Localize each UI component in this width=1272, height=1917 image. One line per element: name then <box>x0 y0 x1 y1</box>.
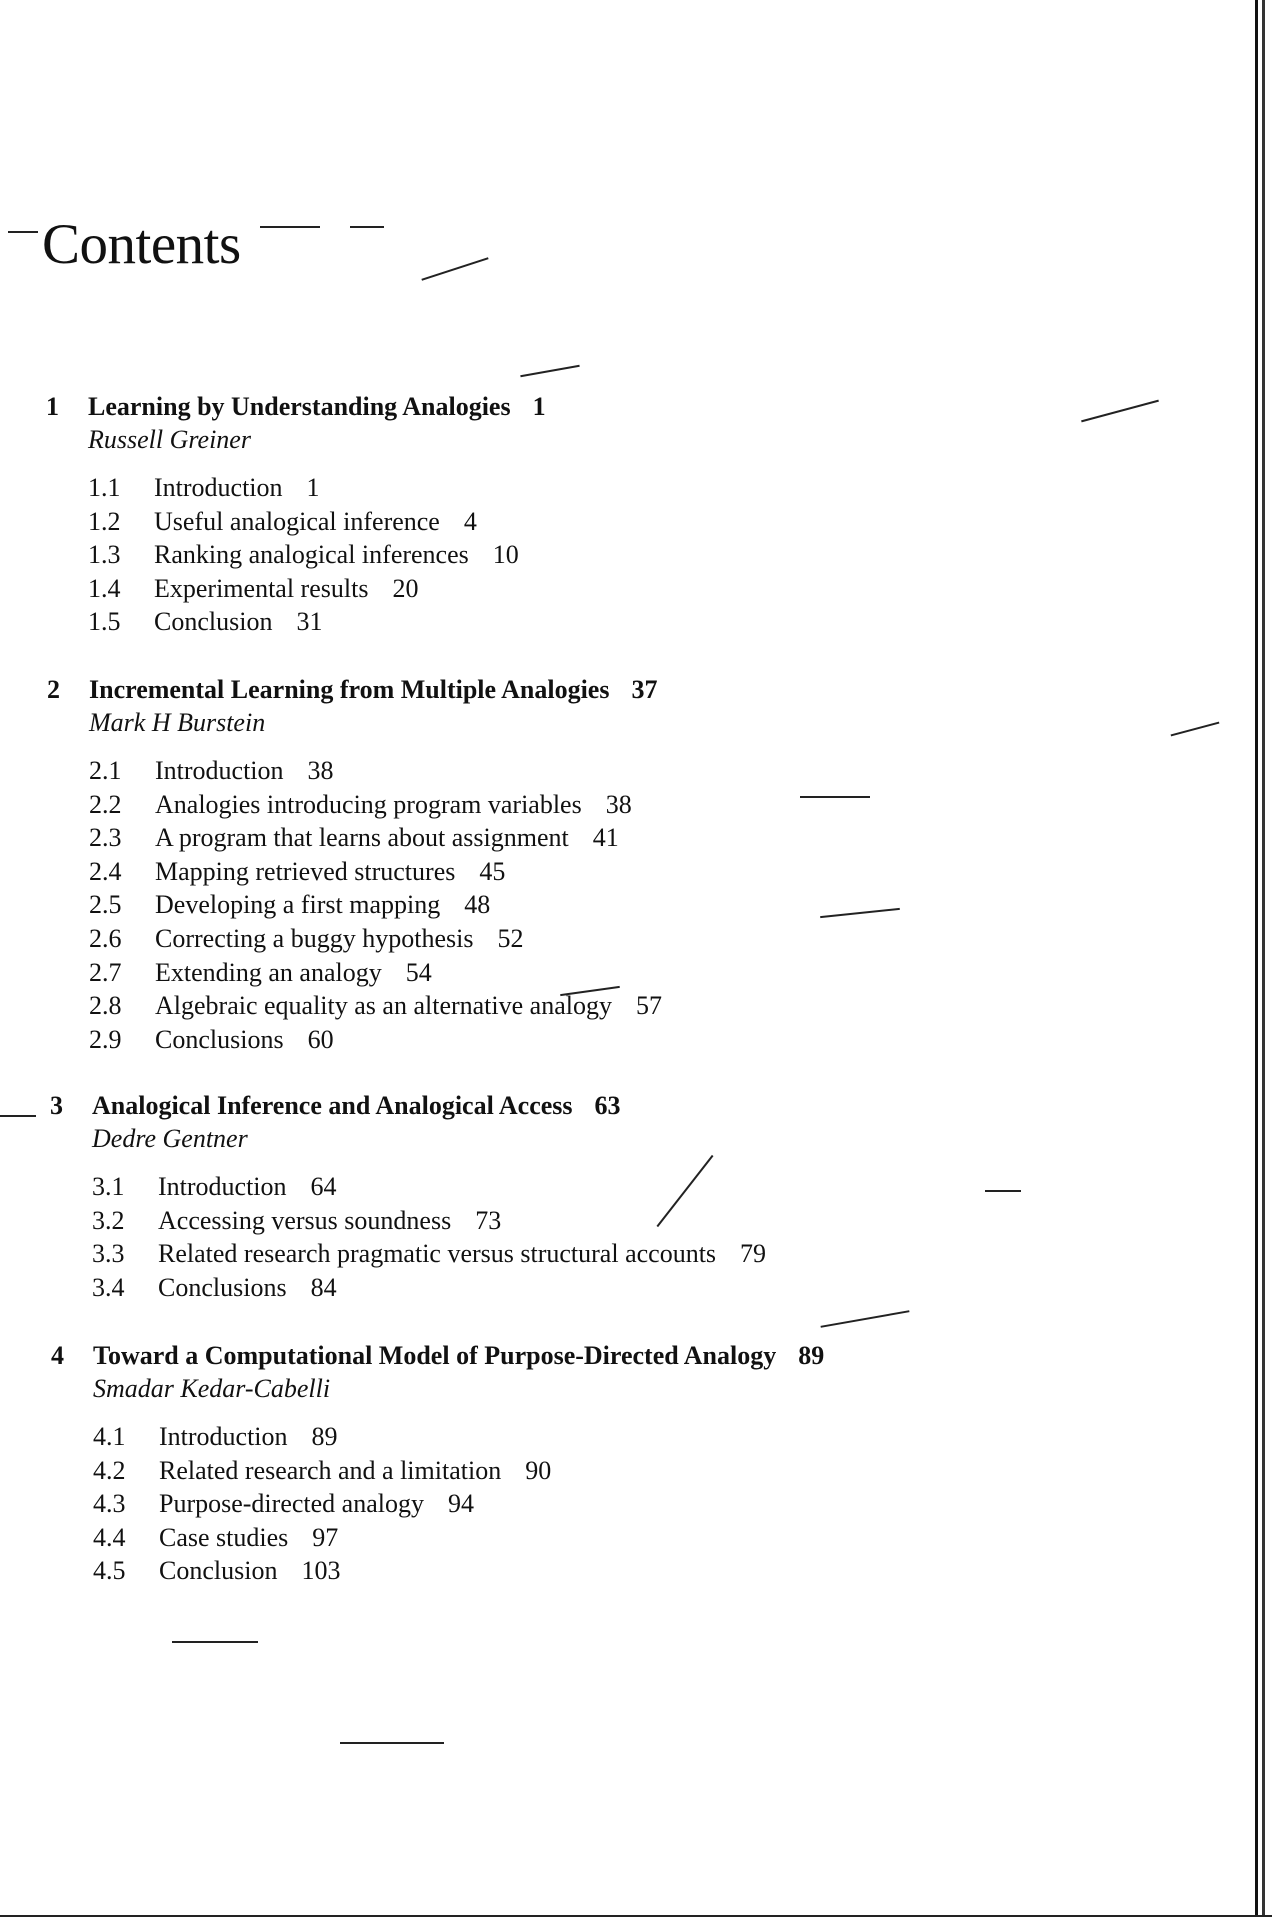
section-entry <box>92 1237 1200 1271</box>
section-number: 1.5 <box>88 607 121 637</box>
section-title: Conclusion <box>154 607 273 637</box>
section-entry <box>93 1487 1201 1521</box>
section-entry <box>92 1170 1200 1204</box>
scan-speck <box>800 796 870 798</box>
section-number: 3.4 <box>92 1272 125 1302</box>
section-page-number: 41 <box>592 823 619 853</box>
scan-speck <box>260 226 320 228</box>
section-entry <box>89 855 1197 889</box>
scan-speck <box>0 1115 36 1117</box>
chapter-heading <box>47 674 1197 706</box>
scan-speck <box>520 365 579 377</box>
section-page-number: 64 <box>310 1172 337 1201</box>
chapter-title: Incremental Learning from Multiple Analogies <box>89 675 610 704</box>
section-list <box>50 1170 1200 1304</box>
section-page-number: 10 <box>492 540 519 570</box>
section-title: Introduction <box>154 473 283 502</box>
section-title: Related research pragmatic versus structural accounts <box>158 1239 717 1269</box>
section-title: Introduction <box>159 1422 288 1451</box>
section-entry <box>88 538 1196 572</box>
chapter-page-number: 63 <box>594 1091 621 1120</box>
section-number: 2.2 <box>89 789 122 819</box>
chapter-heading <box>51 1340 1201 1372</box>
section-title: Conclusions <box>155 1024 284 1054</box>
section-title: Mapping retrieved structures <box>155 856 456 886</box>
section-page-number: 79 <box>740 1239 767 1269</box>
section-page-number: 90 <box>525 1455 552 1485</box>
section-page-number: 48 <box>464 890 491 920</box>
section-entry <box>88 471 1196 505</box>
section-number: 2.8 <box>89 991 122 1021</box>
chapter-page-number: 89 <box>798 1341 825 1370</box>
chapter-title: Analogical Inference and Analogical Access <box>92 1091 573 1120</box>
chapter-title: Learning by Understanding Analogies <box>88 392 511 421</box>
section-entry <box>92 1204 1200 1238</box>
section-entry <box>89 1023 1197 1057</box>
page-right-edge <box>1255 0 1272 1917</box>
scan-speck <box>8 231 38 233</box>
scan-speck <box>421 257 488 281</box>
chapter-author: Dedre Gentner <box>92 1124 248 1153</box>
section-title: Developing a first mapping <box>155 890 441 920</box>
page-title: Contents <box>42 213 241 277</box>
section-number: 1.2 <box>88 506 121 536</box>
section-number: 4.3 <box>93 1489 126 1519</box>
section-entry <box>88 605 1196 639</box>
chapter-number: 2 <box>47 675 60 704</box>
section-title: Algebraic equality as an alternative analogy <box>155 991 612 1021</box>
section-title: Ranking analogical inferences <box>154 540 469 570</box>
chapter-heading <box>50 1090 1200 1122</box>
section-number: 2.9 <box>89 1024 122 1054</box>
chapter-author: Mark H Burstein <box>89 708 266 737</box>
section-number: 1.4 <box>88 573 121 603</box>
section-entry <box>93 1521 1201 1555</box>
section-page-number: 97 <box>312 1522 339 1552</box>
section-title: Purpose-directed analogy <box>159 1489 424 1519</box>
section-entry <box>93 1454 1201 1488</box>
section-title: Useful analogical inference <box>154 506 440 536</box>
section-number: 2.6 <box>89 923 122 953</box>
section-number: 4.4 <box>93 1522 126 1552</box>
section-title: Analogies introducing program variables <box>155 789 582 819</box>
section-page-number: 45 <box>479 856 506 886</box>
chapter-author: Russell Greiner <box>88 425 251 454</box>
chapter-author: Smadar Kedar-Cabelli <box>93 1374 331 1403</box>
section-list <box>47 754 1197 1056</box>
section-number: 3.3 <box>92 1239 125 1269</box>
section-title: Related research and a limitation <box>159 1455 502 1485</box>
chapter-page-number: 37 <box>631 675 658 704</box>
section-page-number: 20 <box>392 573 419 603</box>
section-page-number: 54 <box>405 957 432 987</box>
chapter-number: 4 <box>51 1341 64 1370</box>
section-entry <box>88 572 1196 606</box>
scan-speck <box>985 1190 1021 1192</box>
section-entry <box>89 956 1197 990</box>
section-title: Introduction <box>158 1172 287 1201</box>
section-page-number: 94 <box>447 1489 474 1519</box>
section-page-number: 103 <box>301 1556 341 1586</box>
section-title: Correcting a buggy hypothesis <box>155 923 474 953</box>
section-number: 4.5 <box>93 1556 126 1586</box>
section-entry <box>89 754 1197 788</box>
chapter-number: 3 <box>50 1091 63 1120</box>
section-number: 2.1 <box>89 756 122 785</box>
section-page-number: 4 <box>463 506 477 536</box>
section-page-number: 89 <box>311 1422 338 1451</box>
section-number: 3.2 <box>92 1205 125 1235</box>
section-title: Accessing versus soundness <box>158 1205 452 1235</box>
section-page-number: 52 <box>497 923 524 953</box>
chapter-heading <box>46 391 1196 423</box>
chapter-1 <box>46 391 1196 639</box>
section-entry <box>93 1420 1201 1454</box>
section-number: 4.1 <box>93 1422 126 1451</box>
scan-speck <box>172 1641 258 1643</box>
section-title: A program that learns about assignment <box>155 823 569 853</box>
chapter-2 <box>47 674 1197 1056</box>
section-page-number: 57 <box>635 991 662 1021</box>
scan-speck <box>821 1310 910 1328</box>
section-entry <box>89 888 1197 922</box>
section-entry <box>89 922 1197 956</box>
scan-speck <box>350 226 384 228</box>
scan-speck <box>340 1742 444 1744</box>
section-page-number: 60 <box>307 1024 334 1054</box>
section-title: Introduction <box>155 756 284 785</box>
section-page-number: 84 <box>310 1272 337 1302</box>
section-entry <box>89 989 1197 1023</box>
chapter-page-number: 1 <box>532 392 546 421</box>
section-entry <box>93 1554 1201 1588</box>
section-title: Extending an analogy <box>155 957 382 987</box>
section-list <box>46 471 1196 639</box>
section-number: 4.2 <box>93 1455 126 1485</box>
section-number: 2.7 <box>89 957 122 987</box>
chapter-3 <box>50 1090 1200 1304</box>
section-page-number: 1 <box>306 473 320 502</box>
section-entry <box>88 505 1196 539</box>
section-list <box>51 1420 1201 1588</box>
section-number: 2.4 <box>89 856 122 886</box>
section-number: 1.3 <box>88 540 121 570</box>
chapter-4 <box>51 1340 1201 1588</box>
section-page-number: 38 <box>605 789 632 819</box>
section-entry <box>92 1271 1200 1305</box>
chapter-number: 1 <box>46 392 59 421</box>
section-page-number: 31 <box>296 607 323 637</box>
section-page-number: 38 <box>307 756 334 785</box>
section-entry <box>89 788 1197 822</box>
section-title: Experimental results <box>154 573 369 603</box>
section-number: 2.3 <box>89 823 122 853</box>
section-title: Conclusion <box>159 1556 278 1586</box>
section-number: 1.1 <box>88 473 121 502</box>
section-page-number: 73 <box>475 1205 502 1235</box>
section-title: Conclusions <box>158 1272 287 1302</box>
section-number: 2.5 <box>89 890 122 920</box>
section-number: 3.1 <box>92 1172 125 1201</box>
section-entry <box>89 821 1197 855</box>
section-title: Case studies <box>159 1522 289 1552</box>
chapter-title: Toward a Computational Model of Purpose-Directed Analogy <box>93 1341 777 1370</box>
